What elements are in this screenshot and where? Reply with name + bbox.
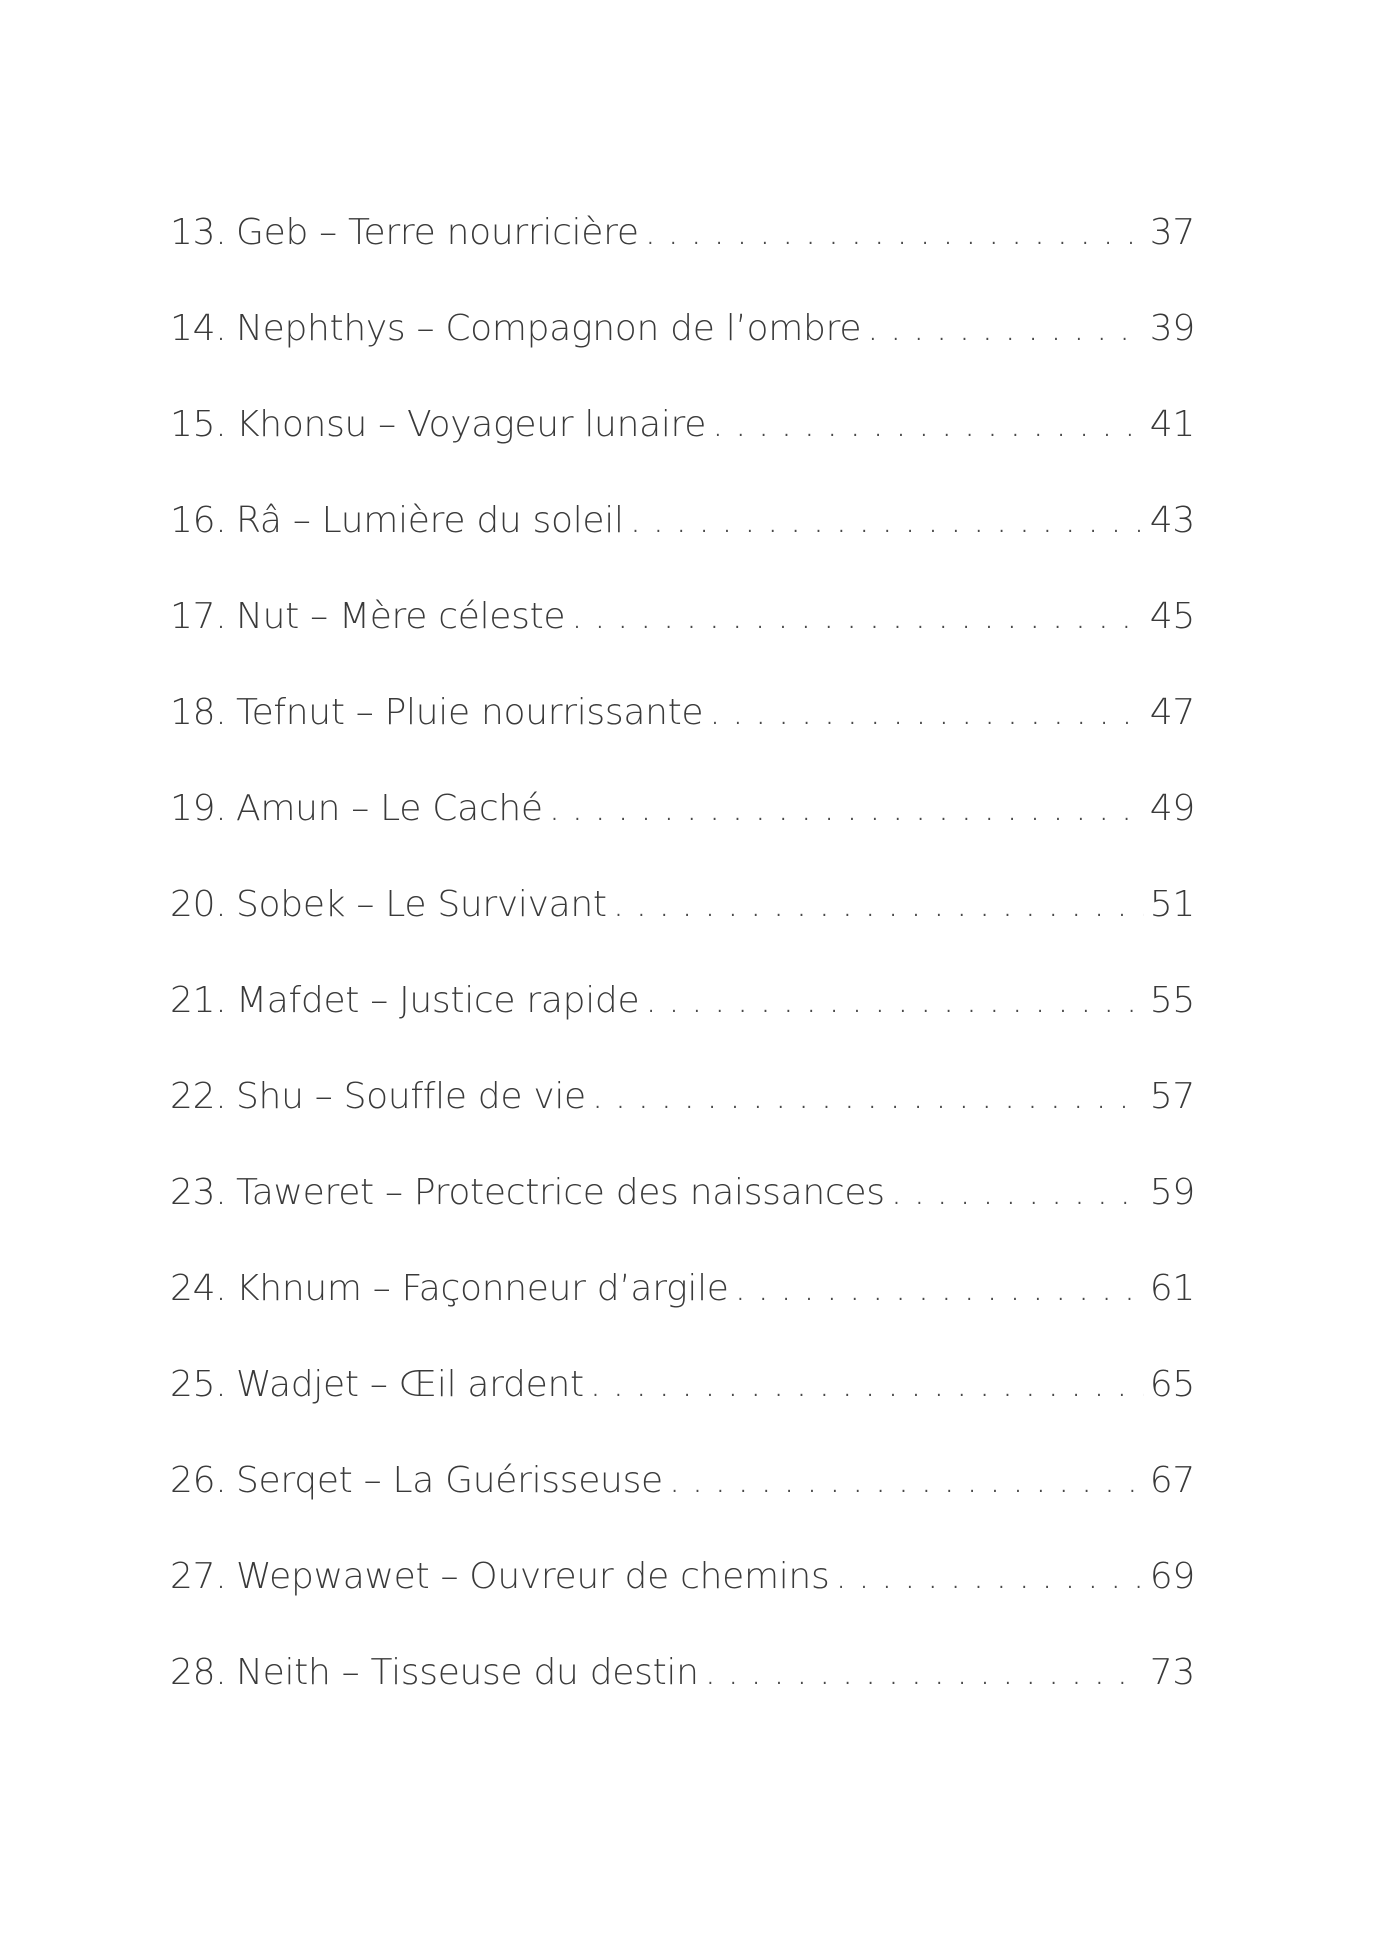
- toc-entry-page: 43: [1149, 500, 1195, 541]
- toc-entry-title: Taweret – Protectrice des naissances: [236, 1172, 885, 1213]
- toc-entry-page: 59: [1149, 1172, 1195, 1213]
- toc-entry-page: 45: [1149, 596, 1195, 637]
- toc-entry: [170, 980, 1195, 1079]
- dot-leader: [645, 983, 1143, 1019]
- toc-entry-number: 24.: [170, 1268, 227, 1309]
- toc-entry-number: 17.: [170, 596, 227, 637]
- dot-leader: [571, 599, 1144, 635]
- toc-entry-title: Neith – Tisseuse du destin: [236, 1652, 699, 1693]
- toc-entry-title: Nut – Mère céleste: [236, 596, 566, 637]
- toc-entry: [170, 1652, 1195, 1751]
- dot-leader: [590, 1367, 1144, 1403]
- dot-leader: [867, 311, 1144, 347]
- toc-entry: [170, 1364, 1195, 1463]
- toc-entry: [170, 884, 1195, 983]
- toc-entry-page: 47: [1149, 692, 1195, 733]
- dot-leader: [891, 1175, 1144, 1211]
- toc-entry-title: Tefnut – Pluie nourrissante: [236, 692, 704, 733]
- dot-leader: [712, 407, 1144, 443]
- toc-entry-number: 13.: [170, 212, 227, 253]
- dot-leader: [613, 887, 1144, 923]
- toc-entry-title: Wadjet – Œil ardent: [236, 1364, 584, 1405]
- toc-entry-title: Khnum – Façonneur d’argile: [236, 1268, 729, 1309]
- toc-entry-title: Sobek – Le Survivant: [236, 884, 607, 925]
- toc-entry-page: 37: [1149, 212, 1195, 253]
- toc-entry-page: 65: [1149, 1364, 1195, 1405]
- dot-leader: [709, 695, 1144, 731]
- toc-entry-number: 16.: [170, 500, 227, 541]
- dot-leader: [735, 1271, 1144, 1307]
- toc-entry-title: Khonsu – Voyageur lunaire: [236, 404, 707, 445]
- toc-entry: [170, 404, 1195, 503]
- toc-entry-title: Mafdet – Justice rapide: [236, 980, 640, 1021]
- toc-entry: [170, 1556, 1195, 1655]
- toc-entry: [170, 1172, 1195, 1271]
- toc-entry-number: 25.: [170, 1364, 227, 1405]
- toc-entry-page: 57: [1149, 1076, 1195, 1117]
- toc-entry-number: 26.: [170, 1460, 227, 1501]
- toc-entry-number: 22.: [170, 1076, 227, 1117]
- toc-entry-title: Geb – Terre nourricière: [236, 212, 639, 253]
- toc-entry-title: Nephthys – Compagnon de l’ombre: [236, 308, 862, 349]
- dot-leader: [592, 1079, 1144, 1115]
- toc-entry-number: 14.: [170, 308, 227, 349]
- toc-entry-number: 27.: [170, 1556, 227, 1597]
- toc-entry: [170, 788, 1195, 887]
- toc-entry-number: 20.: [170, 884, 227, 925]
- dot-leader: [645, 215, 1144, 251]
- toc-entry-page: 49: [1149, 788, 1195, 829]
- dot-leader: [705, 1655, 1144, 1691]
- dot-leader: [835, 1559, 1143, 1595]
- toc-entry: [170, 308, 1195, 407]
- toc-entry-number: 15.: [170, 404, 227, 445]
- dot-leader: [669, 1463, 1144, 1499]
- toc-entry-number: 18.: [170, 692, 227, 733]
- toc-entry-title: Wepwawet – Ouvreur de chemins: [236, 1556, 830, 1597]
- toc-entry-title: Râ – Lumière du soleil: [236, 500, 624, 541]
- toc-entry-page: 67: [1149, 1460, 1195, 1501]
- toc-entry-number: 21.: [170, 980, 227, 1021]
- toc-entry: [170, 596, 1195, 695]
- toc-entry: [170, 692, 1195, 791]
- table-of-contents: [170, 212, 1195, 1751]
- toc-entry-page: 51: [1149, 884, 1195, 925]
- toc-entry-page: 41: [1149, 404, 1195, 445]
- toc-entry: [170, 212, 1195, 311]
- toc-entry-number: 23.: [170, 1172, 227, 1213]
- toc-entry-page: 69: [1149, 1556, 1195, 1597]
- toc-entry-title: Serqet – La Guérisseuse: [236, 1460, 663, 1501]
- toc-entry: [170, 1460, 1195, 1559]
- dot-leader: [630, 503, 1144, 539]
- toc-entry: [170, 1268, 1195, 1367]
- toc-entry-title: Amun – Le Caché: [236, 788, 543, 829]
- toc-entry: [170, 1076, 1195, 1175]
- toc-entry-number: 28.: [170, 1652, 227, 1693]
- toc-entry-number: 19.: [170, 788, 227, 829]
- toc-entry: [170, 500, 1195, 599]
- toc-entry-page: 55: [1149, 980, 1195, 1021]
- toc-entry-page: 73: [1149, 1652, 1195, 1693]
- toc-entry-title: Shu – Souffle de vie: [236, 1076, 586, 1117]
- toc-entry-page: 61: [1149, 1268, 1195, 1309]
- toc-entry-page: 39: [1149, 308, 1195, 349]
- dot-leader: [549, 791, 1144, 827]
